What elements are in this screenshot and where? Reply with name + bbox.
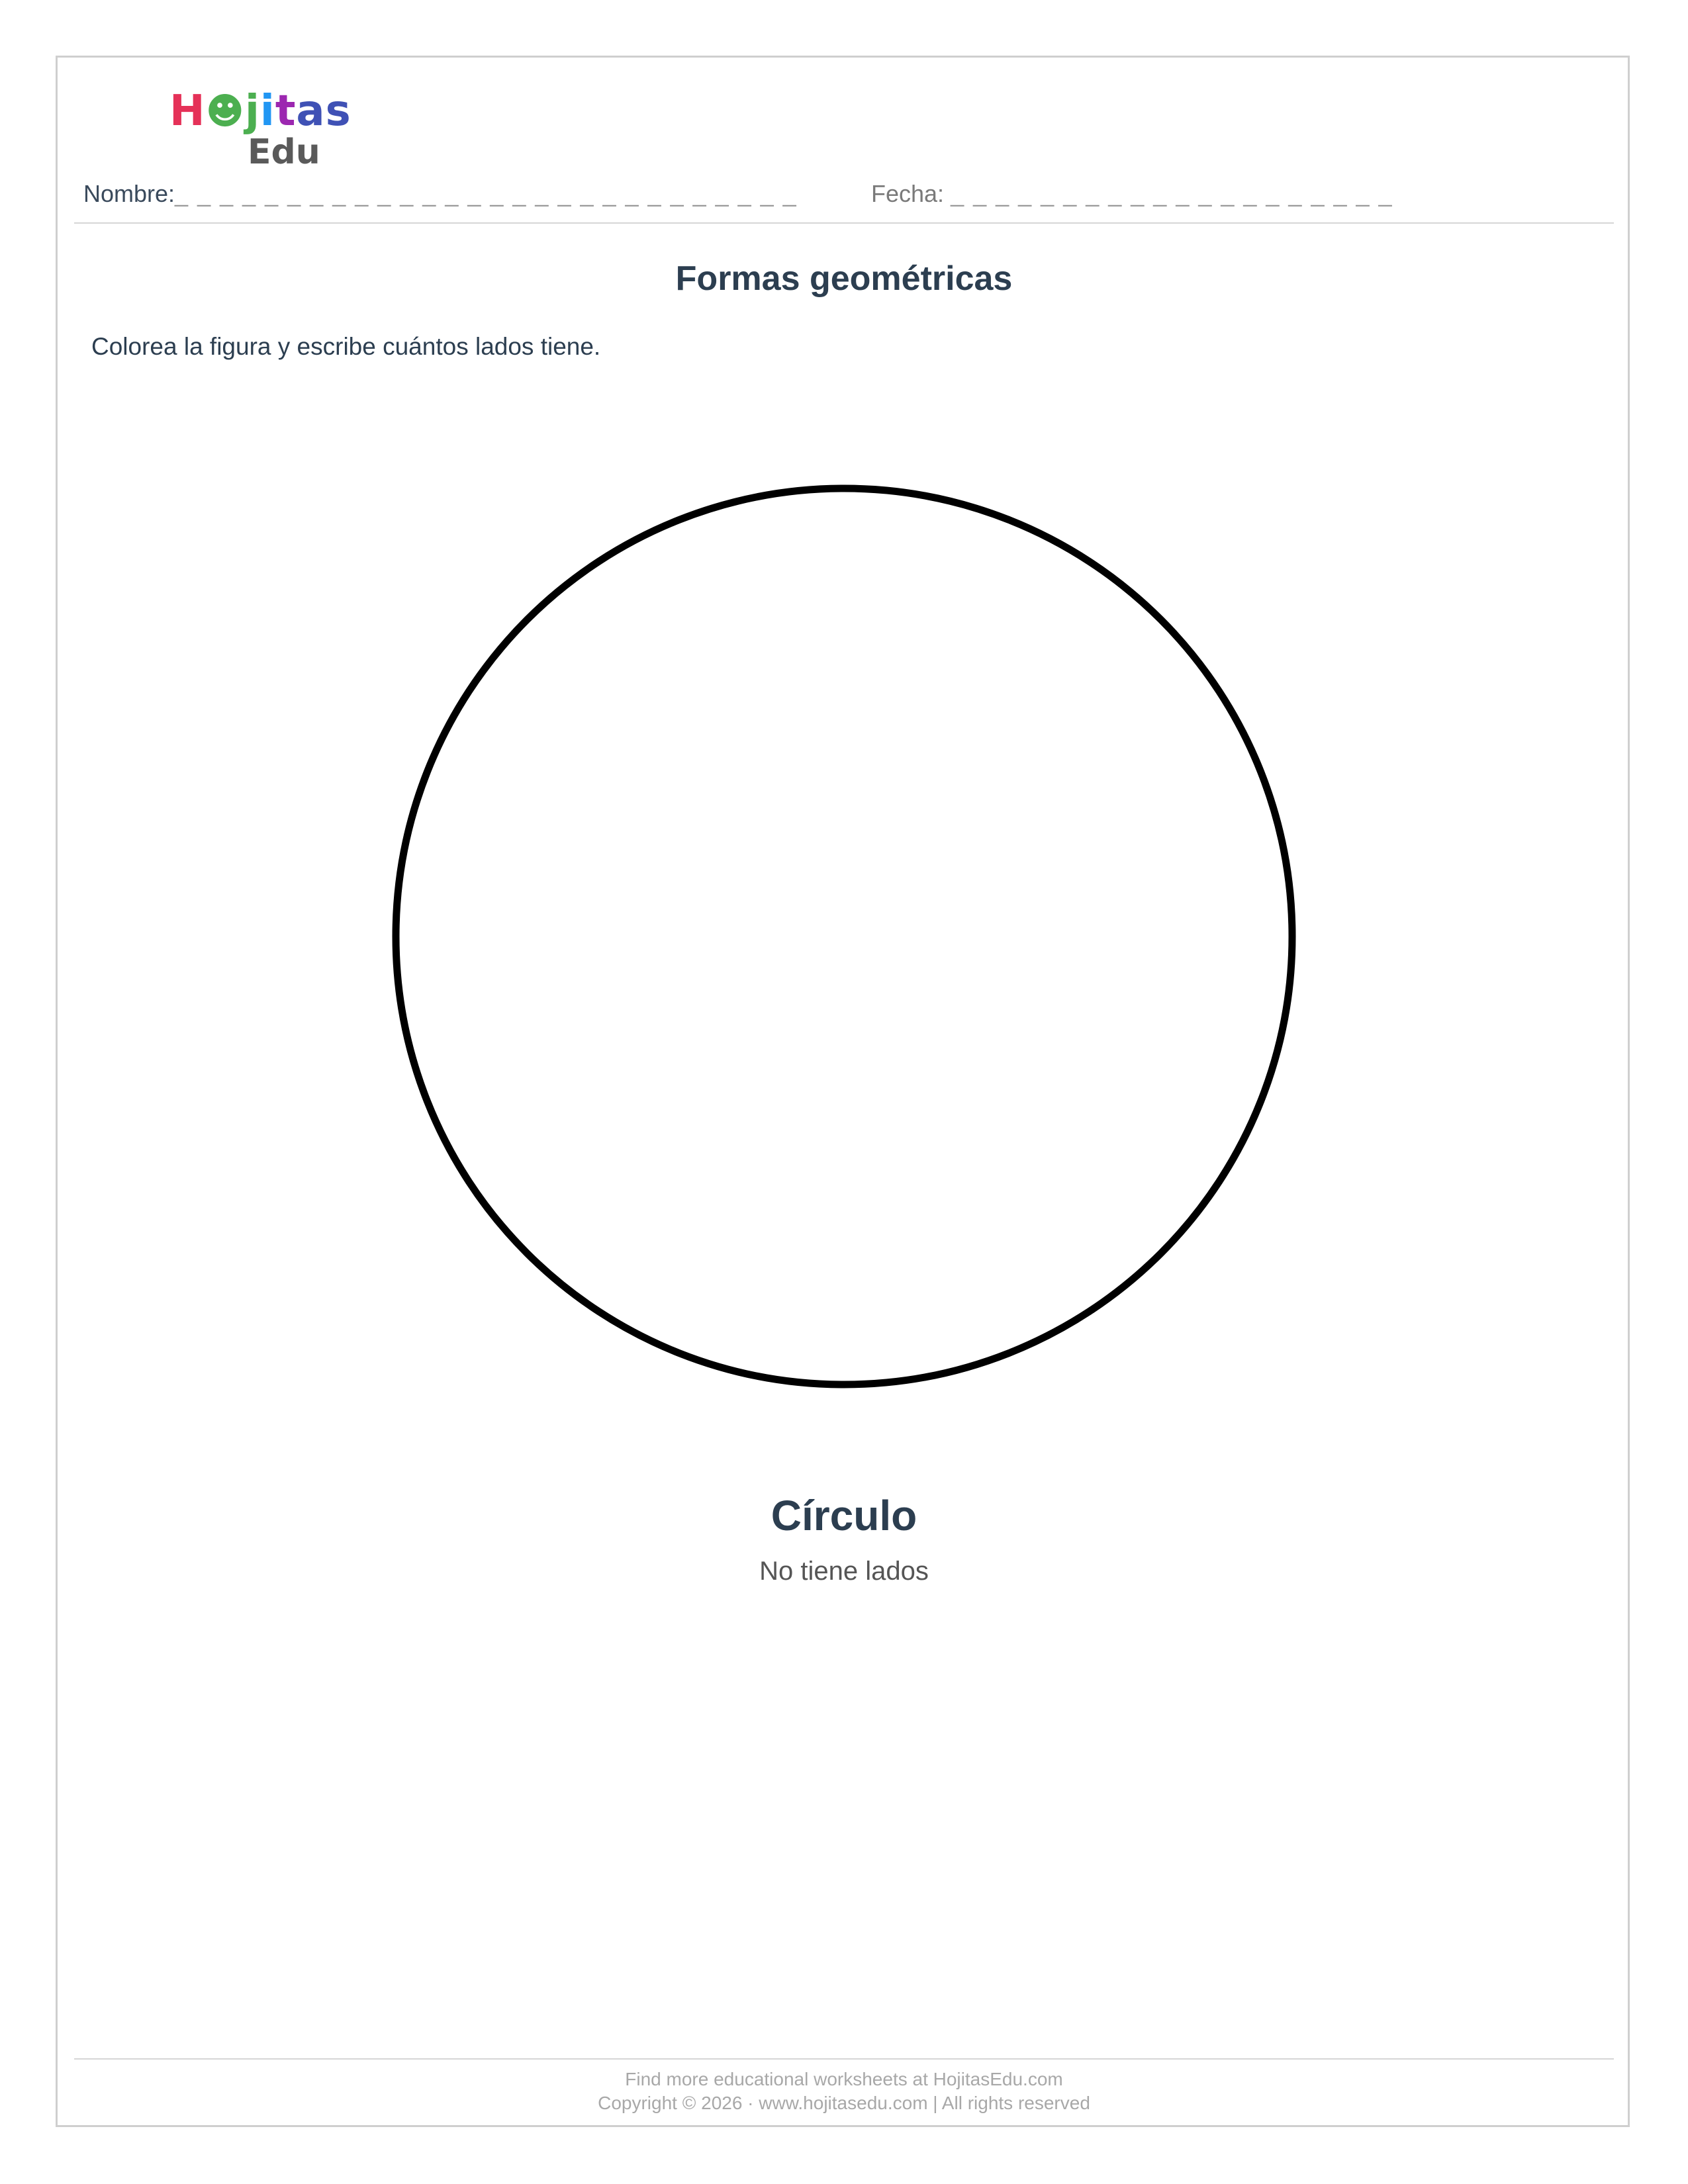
circle-outline[interactable]	[396, 488, 1292, 1385]
logo-letter-t: t	[275, 87, 297, 136]
name-label: Nombre:	[83, 180, 175, 207]
date-label: Fecha:	[871, 180, 945, 207]
worksheet-instructions: Colorea la figura y escribe cuántos lados tiene.	[91, 333, 601, 360]
logo-smiley-icon: ☻	[205, 90, 245, 133]
logo-letter-j: j	[244, 87, 260, 136]
name-field[interactable]	[83, 177, 798, 210]
shape-sides-text: No tiene lados	[759, 1557, 929, 1586]
footer-copyright: Copyright © 2026 · www.hojitasedu.com | All rights reserved	[598, 2093, 1090, 2113]
logo-letter-i: i	[259, 87, 275, 136]
date-field[interactable]	[871, 177, 1393, 210]
logo-letter-s: s	[325, 87, 352, 136]
circle-shape[interactable]	[391, 483, 1297, 1390]
header-divider	[74, 222, 1614, 224]
footer-divider	[74, 2058, 1614, 2060]
logo-wordmark-top	[169, 85, 352, 138]
logo-letter-a: a	[296, 87, 326, 136]
hojitas-edu-logo	[169, 85, 352, 172]
shape-name: Círculo	[771, 1492, 917, 1539]
date-blank-line[interactable]: _ _ _ _ _ _ _ _ _ _ _ _ _ _ _ _ _ _ _ _	[951, 180, 1393, 207]
name-blank-line[interactable]: _ _ _ _ _ _ _ _ _ _ _ _ _ _ _ _ _ _ _ _ _ _ _ _ _ _ _ _	[175, 180, 798, 207]
logo-wordmark-bottom: Edu	[248, 132, 320, 172]
worksheet-title: Formas geométricas	[675, 259, 1013, 298]
logo-letter-h: H	[169, 87, 206, 136]
footer-promo: Find more educational worksheets at HojitasEdu.com	[625, 2069, 1063, 2089]
